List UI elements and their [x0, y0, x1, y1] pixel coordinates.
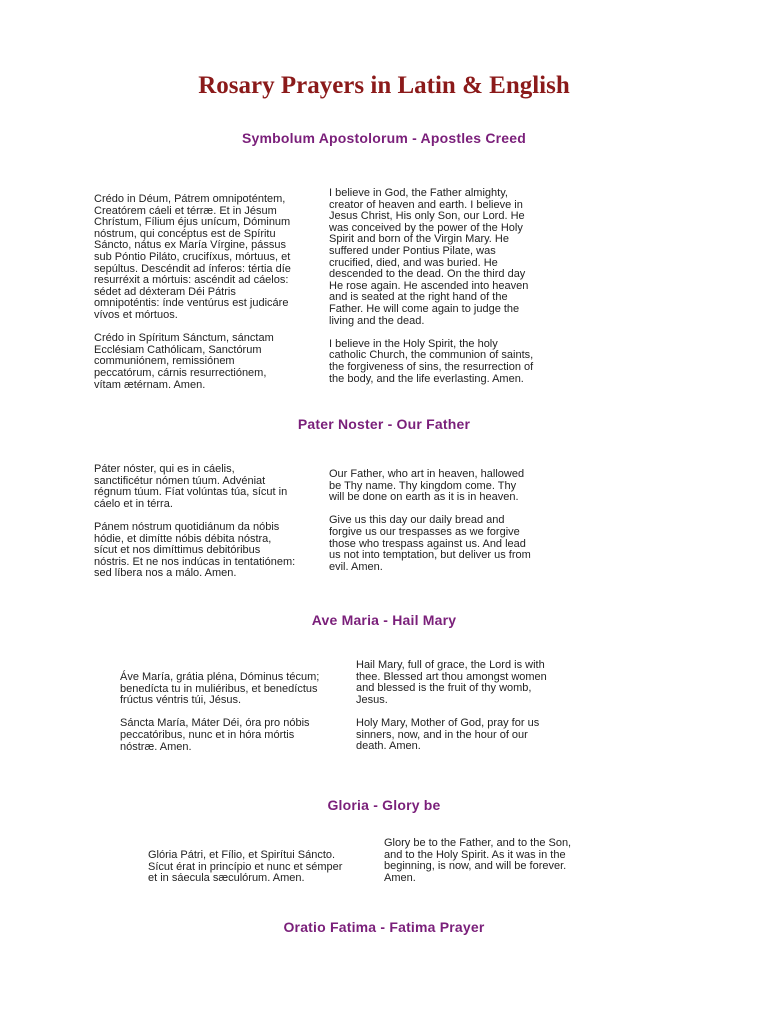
section-heading-apostles-creed: Symbolum Apostolorum - Apostles Creed	[241, 130, 527, 146]
english-paragraph: Holy Mary, Mother of God, pray for us sinners, now, and in the hour of our death. Amen.	[356, 716, 540, 753]
latin-column-apostles-creed	[94, 194, 329, 391]
page-title: Rosary Prayers in Latin & English	[198, 72, 570, 99]
section-heading-glory-be: Gloria - Glory be	[327, 797, 441, 813]
latin-paragraph: Sáncta María, Máter Déi, óra pro nóbis peccatóribus, nunc et in hóra mórtis nóstræ. Amen.	[120, 717, 310, 753]
english-paragraph: I believe in God, the Father almighty, creator of heaven and earth. I believe in Jesus Christ, His only Son, our Lord. He was conceived by the power of the Holy Spirit and born of the Virgin Mary. He suffered under Pontius Pilate, was crucified, died, and was buried. He descended to the dead. On the third day He rose again. He ascended into heaven and is seated at the right hand of the Father. He will come again to judge the living and the dead.	[329, 187, 529, 327]
latin-paragraph: Pánem nóstrum quotidiánum da nóbis hódie, et dimítte nóbis débita nóstra, sícut et nos dimíttimus debitóribus nóstris. Et ne nos indúcas in tentatiónem: sed líbera nos a málo. Amen.	[94, 520, 296, 580]
english-column-glory-be	[384, 838, 620, 884]
latin-column-hail-mary	[120, 672, 356, 753]
latin-paragraph: Páter nóster, qui es in cáelis, sanctificétur nómen túum. Advéniat régnum túum. Fíat volúntas túa, sícut in cáelo et in térra.	[94, 463, 288, 510]
latin-paragraph: Áve María, grátia pléna, Dóminus técum; benedícta tu in muliéribus, et benedíctus frúctus véntris túi, Jésus.	[120, 671, 320, 707]
section-heading-hail-mary: Ave Maria - Hail Mary	[311, 612, 457, 628]
section-heading-our-father: Pater Noster - Our Father	[297, 416, 471, 432]
english-column-our-father	[329, 469, 569, 573]
english-column-hail-mary	[356, 660, 592, 753]
latin-column-our-father	[94, 464, 329, 580]
english-paragraph: Our Father, who art in heaven, hallowed be Thy name. Thy kingdom come. Thy will be done on earth as it is in heaven.	[329, 468, 525, 504]
section-heading-fatima-prayer: Oratio Fatima - Fatima Prayer	[283, 919, 485, 935]
latin-paragraph: Crédo in Déum, Pátrem omnipoténtem, Creatórem cáeli et térræ. Et in Jésum Chrístum, Fílium éjus unícum, Dóminum nóstrum, qui concéptus est de Spíritu Sáncto, nátus ex María Vírgine, pássus sub Póntio Piláto, crucifíxus, mórtuus, et sepúltus. Descéndit ad ínferos: tértia díe resurréxit a mórtuis: ascéndit ad cáelos: sédet ad déxteram Déi Pátris omnipoténtis: índe ventúrus est judicáre vívos et mórtuos.	[94, 193, 291, 321]
english-paragraph: Hail Mary, full of grace, the Lord is with thee. Blessed art thou amongst women and blessed is the fruit of thy womb, Jesus.	[356, 659, 547, 706]
english-paragraph: I believe in the Holy Spirit, the holy catholic Church, the communion of saints, the forgiveness of sins, the resurrection of the body, and the life everlasting. Amen.	[329, 337, 534, 385]
latin-paragraph: Crédo in Spíritum Sánctum, sánctam Ecclésiam Cathólicam, Sanctórum communiónem, remissiónem peccatórum, cárnis resurrectiónem, vítam ætérnam. Amen.	[94, 332, 274, 391]
latin-column-glory-be	[148, 850, 384, 885]
english-column-apostles-creed	[329, 188, 569, 385]
english-paragraph: Glory be to the Father, and to the Son, and to the Holy Spirit. As it was in the beginning, is now, and will be forever. Amen.	[384, 837, 572, 884]
english-paragraph: Give us this day our daily bread and forgive us our trespasses as we forgive those who trespass against us. And lead us not into temptation, but deliver us from evil. Amen.	[329, 514, 531, 573]
latin-paragraph: Glória Pátri, et Fílio, et Spirítui Sáncto. Sícut érat in princípio et nunc et sémper et in sáecula sæculórum. Amen.	[148, 849, 343, 885]
